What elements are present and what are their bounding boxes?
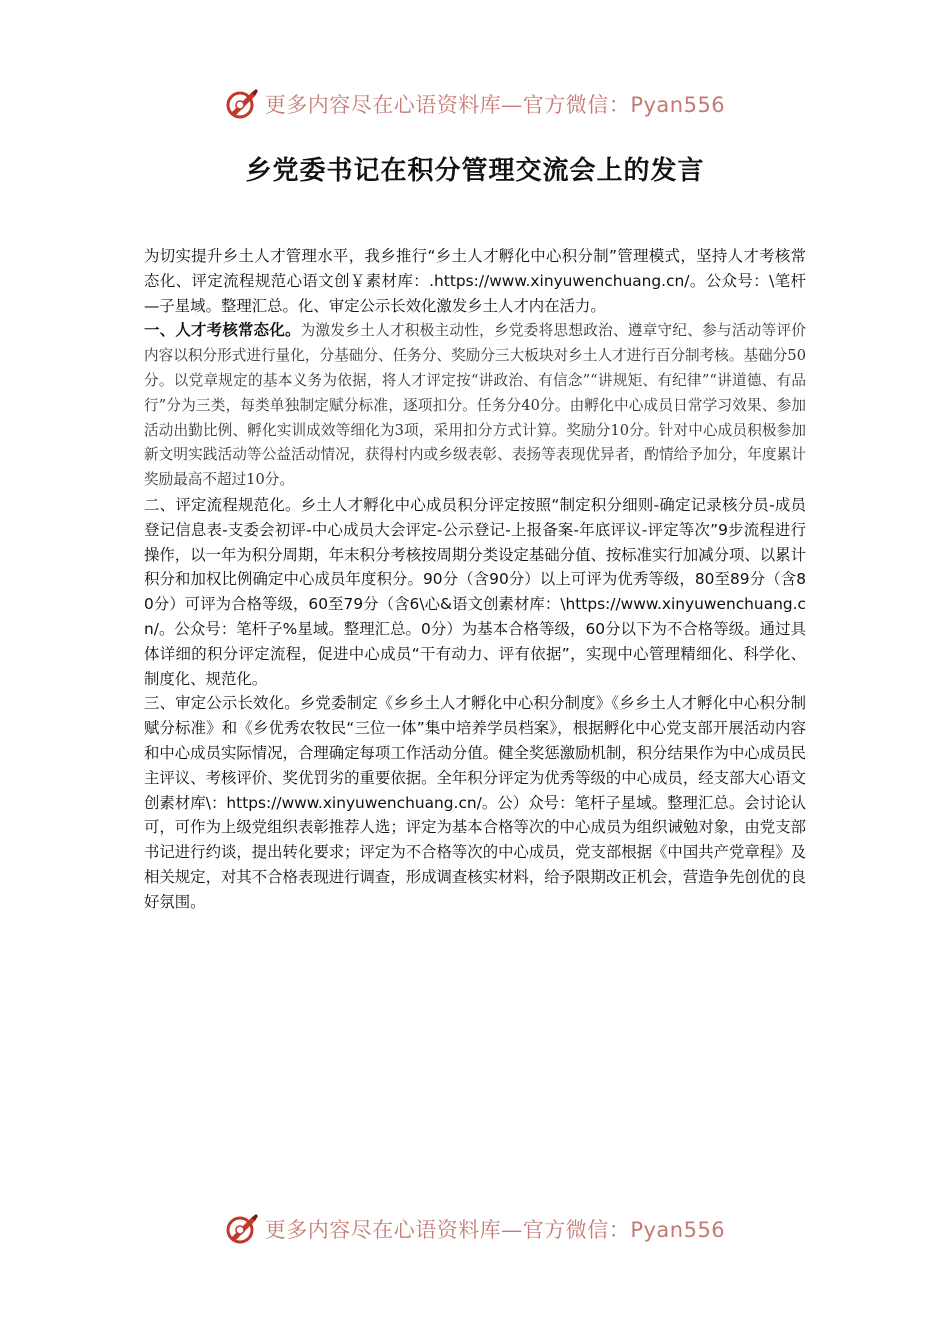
banner-text: 更多内容尽在心语资料库—官方微信：Pyan556	[264, 93, 726, 117]
section-1-paragraph	[144, 318, 806, 493]
page-title: 乡党委书记在积分管理交流会上的发言	[245, 156, 705, 186]
section-2-paragraph: 二、评定流程规范化。乡土人才孵化中心成员积分评定按照“制定积分细则-确定记录核分员-成员登记信息表-支委会初评-中心成员大会评定-公示登记-上报备案-年底评议-评定等次”9步流程进行操作，以一年为积分周期，年末积分考核按周期分类设定基础分值、按标准实行加减分项、以累计积分和加权比例确定中心成员年度积分。90分（含90分）以上可评为优秀等级，80至89分（含80分）可评为合格等级，60至79分（含6\心&语文创素材库：\https://www.xinyuwenchuang.cn/。公众号：笔杆子%星域。整理汇总。0分）为基本合格等级，60分以下为不合格等级。通过具体详细的积分评定流程，促进中心成员“干有动力、评有依据”，实现中心管理精细化、科学化、制度化、规范化。	[144, 495, 806, 688]
pen-logo-icon	[225, 87, 259, 121]
section-1-heading: 一、人才考核常态化。	[144, 321, 301, 340]
footer-banner	[0, 1207, 950, 1251]
header-banner	[0, 82, 950, 126]
wechat-handle: Pyan556	[630, 93, 726, 117]
wechat-handle: Pyan556	[630, 1218, 726, 1242]
intro-paragraph: 为切实提升乡土人才管理水平，我乡推行“乡土人才孵化中心积分制”管理模式，坚持人才考核常态化、评定流程规范心语文创￥素材库：.https://www.xinyuwenchuang.cn/。公众号：\笔杆—子星域。整理汇总。化、审定公示长效化激发乡土人才内在活力。	[144, 247, 806, 315]
document-body	[144, 244, 806, 915]
section-3-paragraph: 三、审定公示长效化。乡党委制定《乡乡土人才孵化中心积分制度》《乡乡土人才孵化中心积分制赋分标准》和《乡优秀农牧民“三位一体”集中培养学员档案》，根据孵化中心党支部开展活动内容和中心成员实际情况，合理确定每项工作活动分值。健全奖惩激励机制，积分结果作为中心成员民主评议、考核评价、奖优罚劣的重要依据。全年积分评定为优秀等级的中心成员，经支部大心语文创素材库\：https://www.xinyuwenchuang.cn/。公）众号：笔杆子星域。整理汇总。会讨论认可，可作为上级党组织表彰推荐人选；评定为基本合格等次的中心成员为组织诫勉对象，由党支部书记进行约谈，提出转化要求；评定为不合格等次的中心成员，党支部根据《中国共产党章程》及相关规定，对其不合格表现进行调查，形成调查核实材料，给予限期改正机会，营造争先创优的良好氛围。	[144, 694, 806, 911]
section-1-text: 为激发乡土人才积极主动性，乡党委将思想政治、遵章守纪、参与活动等评价内容以积分形式进行量化，分基础分、任务分、奖励分三大板块对乡土人才进行百分制考核。基础分50分。以党章规定的基本义务为依据，将人才评定按“讲政治、有信念”“讲规矩、有纪律”“讲道德、有品行”分为三类，每类单独制定赋分标准，逐项扣分。任务分40分。由孵化中心成员日常学习效果、参加活动出勤比例、孵化实训成效等细化为3项，采用扣分方式计算。奖励分10分。针对中心成员积极参加新文明实践活动等公益活动情况，获得村内或乡级表彰、表扬等表现优异者，酌情给予加分，年度累计奖励最高不超过10分。	[144, 322, 806, 489]
banner-text: 更多内容尽在心语资料库—官方微信：Pyan556	[264, 1218, 726, 1242]
pen-logo-icon	[225, 1212, 259, 1246]
